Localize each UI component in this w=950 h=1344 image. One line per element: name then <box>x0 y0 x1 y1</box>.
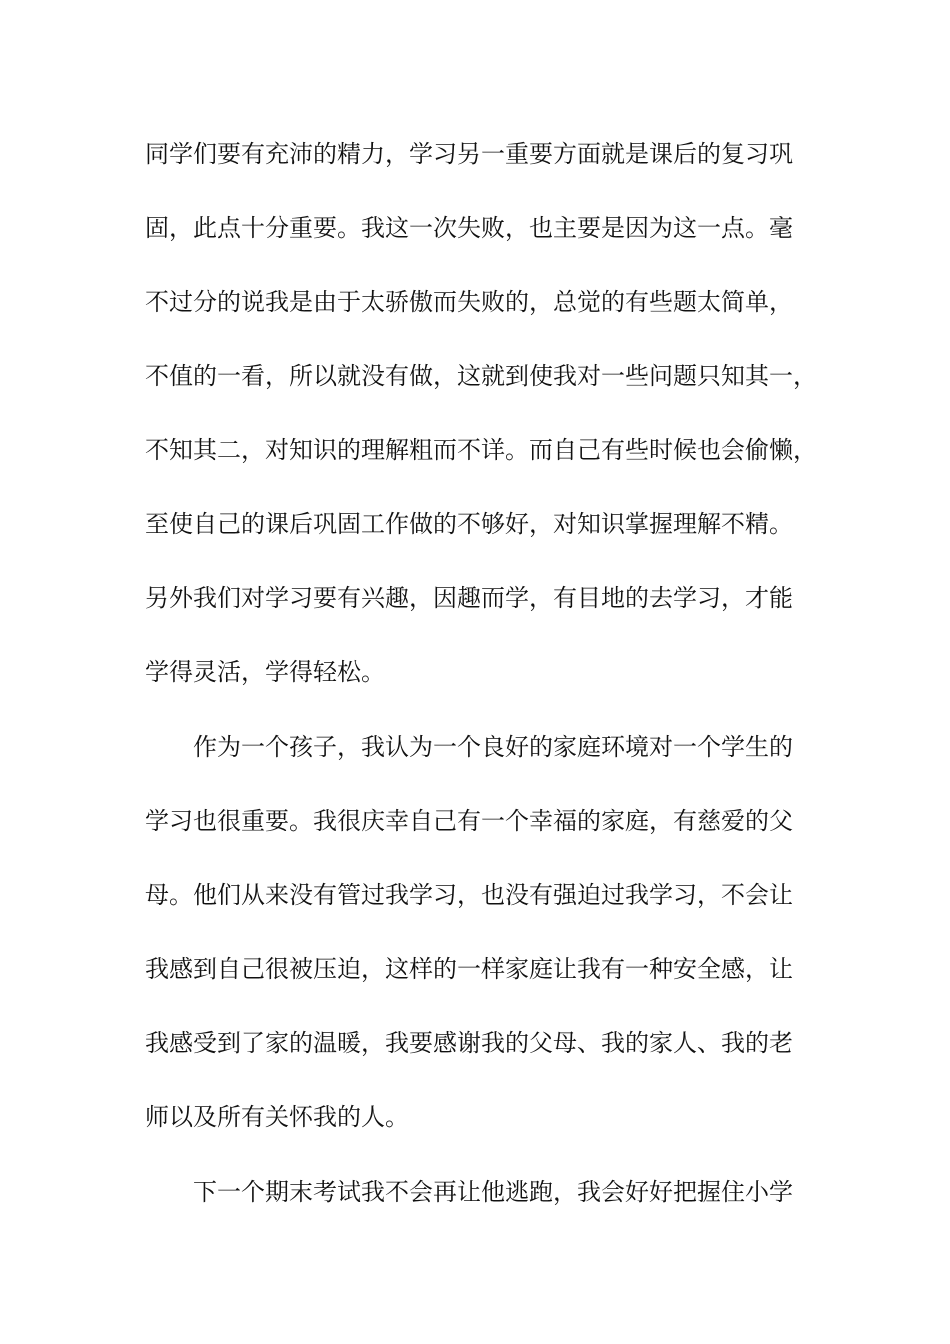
text-line: 我感受到了家的温暖，我要感谢我的父母、我的家人、我的老 <box>145 1029 793 1057</box>
text-line: 不值的一看，所以就没有做，这就到使我对一些问题只知其一， <box>145 362 817 390</box>
text-line: 我感到自己很被压迫，这样的一样家庭让我有一种安全感，让 <box>145 955 793 983</box>
text-line: 固，此点十分重要。我这一次失败，也主要是因为这一点。毫 <box>145 214 793 242</box>
text-line: 不过分的说我是由于太骄傲而失败的，总觉的有些题太简单， <box>145 288 793 316</box>
paragraph-first-line: 下一个期末考试我不会再让他逃跑，我会好好把握住小学 <box>193 1178 793 1206</box>
text-line: 另外我们对学习要有兴趣，因趣而学，有目地的去学习，才能 <box>145 584 793 612</box>
text-line: 至使自己的课后巩固工作做的不够好，对知识掌握理解不精。 <box>145 510 793 538</box>
text-line: 学习也很重要。我很庆幸自己有一个幸福的家庭，有慈爱的父 <box>145 807 793 835</box>
text-line: 同学们要有充沛的精力，学习另一重要方面就是课后的复习巩 <box>145 140 793 168</box>
paragraph-first-line: 作为一个孩子，我认为一个良好的家庭环境对一个学生的 <box>193 733 793 761</box>
text-line: 母。他们从来没有管过我学习，也没有强迫过我学习，不会让 <box>145 881 793 909</box>
text-line: 不知其二，对知识的理解粗而不详。而自己有些时候也会偷懒， <box>145 436 817 464</box>
text-line: 学得灵活，学得轻松。 <box>145 658 385 686</box>
text-line: 师以及所有关怀我的人。 <box>145 1103 409 1131</box>
